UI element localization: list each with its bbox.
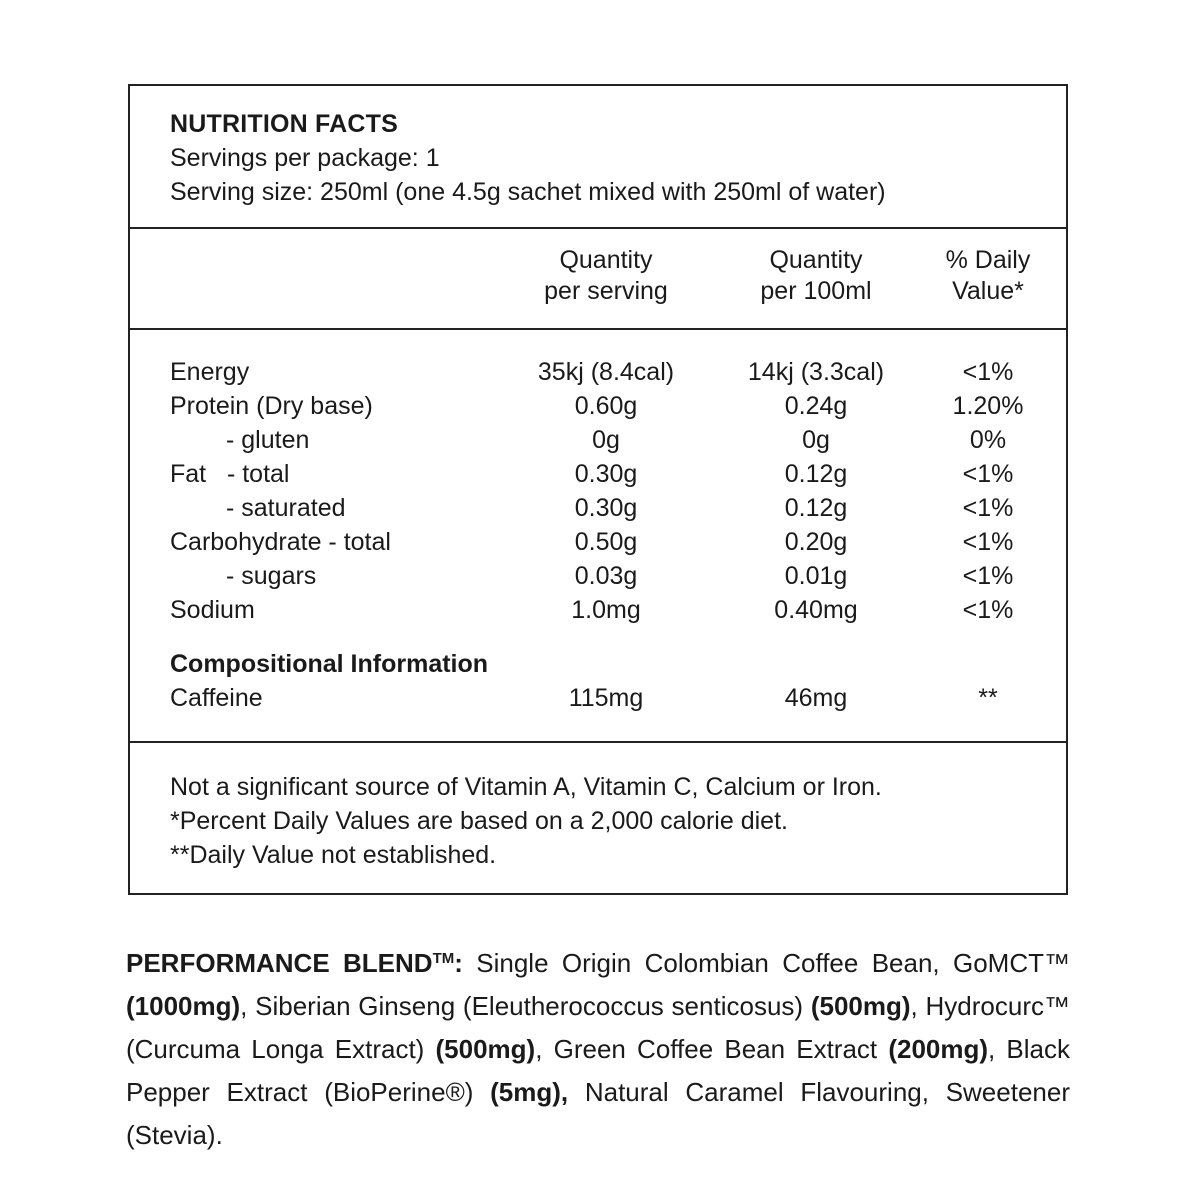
nutrient-rows	[130, 330, 1066, 743]
value-per-100ml: 46mg	[784, 684, 848, 712]
value-per-serving: 0.60g	[574, 392, 638, 420]
value-per-serving: 0.30g	[574, 494, 638, 522]
ingredient-text: , Black Pepper Extract (BioPerine®)	[126, 1034, 1071, 1107]
nutrient-name: Caffeine	[170, 684, 263, 712]
value-per-100ml: 14kj (3.3cal)	[747, 358, 885, 386]
nutrient-name: Protein (Dry base)	[170, 392, 373, 420]
col-daily-value: % Daily Value*	[945, 246, 1031, 305]
ingredient-text: , Siberian Ginseng (Eleutherococcus senticosus)	[240, 991, 811, 1021]
value-daily: <1%	[962, 528, 1014, 556]
ingredient-amount: (500mg)	[810, 991, 911, 1021]
value-per-serving: 0.30g	[574, 460, 638, 488]
table-row	[130, 392, 1066, 426]
table-row	[130, 358, 1066, 392]
footnotes	[170, 770, 882, 872]
nutrient-name: - gluten	[226, 426, 310, 454]
value-daily: <1%	[962, 494, 1014, 522]
nutrient-name: - sugars	[226, 562, 317, 590]
ingredient-text: , Green Coffee Bean Extract	[535, 1034, 889, 1064]
value-daily: 1.20%	[952, 392, 1024, 420]
ingredient-text: Natural Caramel Flavouring, Sweetener (Stevia).	[126, 1077, 1070, 1150]
table-row	[130, 426, 1066, 460]
nutrient-name: - saturated	[226, 494, 346, 522]
value-per-serving: 0.50g	[574, 528, 638, 556]
value-daily: <1%	[962, 562, 1014, 590]
nutrient-name: Carbohydrate - total	[170, 528, 391, 556]
serving-size: Serving size: 250ml (one 4.5g sachet mixed with 250ml of water)	[170, 178, 886, 206]
footnote: *Percent Daily Values are based on a 2,000 calorie diet.	[170, 807, 788, 835]
value-per-serving: 0g	[592, 426, 620, 454]
value-per-100ml: 0g	[802, 426, 830, 454]
col-per-serving: Quantity per serving	[544, 246, 668, 305]
value-per-serving: 35kj (8.4cal)	[537, 358, 675, 386]
value-per-100ml: 0.20g	[784, 528, 848, 556]
ingredient-amount: (500mg)	[435, 1034, 536, 1064]
value-per-100ml: 0.24g	[784, 392, 848, 420]
performance-blend	[126, 937, 1070, 1157]
value-daily: <1%	[962, 358, 1014, 386]
value-per-serving: 115mg	[568, 684, 644, 712]
table-row	[130, 494, 1066, 528]
servings-per-package: Servings per package: 1	[170, 144, 440, 172]
footnote: Not a significant source of Vitamin A, Vitamin C, Calcium or Iron.	[170, 773, 882, 801]
table-row	[130, 528, 1066, 562]
ingredient-text: , Hydrocurc™ (Curcuma Longa Extract)	[126, 991, 1070, 1064]
table-row	[130, 596, 1066, 630]
value-per-100ml: 0.12g	[784, 460, 848, 488]
blend-ingredients	[126, 948, 1070, 1150]
blend-label: PERFORMANCE BLEND™:	[126, 948, 463, 978]
ingredient-amount: (5mg),	[490, 1077, 569, 1107]
column-headers	[130, 229, 1066, 330]
value-daily: <1%	[962, 596, 1014, 624]
value-per-100ml: 0.01g	[784, 562, 848, 590]
table-row	[130, 460, 1066, 494]
ingredient-text: Single Origin Colombian Coffee Bean, GoMCT	[462, 948, 1044, 978]
nutrition-panel	[128, 84, 1068, 895]
col-per-100ml: Quantity per 100ml	[760, 246, 872, 305]
ingredient-amount: (200mg)	[888, 1034, 989, 1064]
table-row	[130, 562, 1066, 596]
value-daily: <1%	[962, 460, 1014, 488]
ingredient-amount: (1000mg)	[126, 991, 241, 1021]
compositional-heading: Compositional Information	[170, 650, 489, 678]
nutrient-name: Energy	[170, 358, 250, 386]
nutrient-name: Fat - total	[170, 460, 290, 488]
value-per-serving: 0.03g	[574, 562, 638, 590]
value-per-100ml: 0.40mg	[774, 596, 858, 624]
table-row	[130, 684, 1066, 718]
value-per-100ml: 0.12g	[784, 494, 848, 522]
nutrition-header	[130, 86, 1066, 229]
value-daily: **	[978, 684, 998, 712]
ingredient-text: ™	[1044, 948, 1070, 978]
value-daily: 0%	[969, 426, 1007, 454]
nutrient-name: Sodium	[170, 596, 255, 624]
footnote: **Daily Value not established.	[170, 841, 497, 869]
nutrition-title: NUTRITION FACTS	[170, 110, 398, 138]
value-per-serving: 1.0mg	[571, 596, 641, 624]
